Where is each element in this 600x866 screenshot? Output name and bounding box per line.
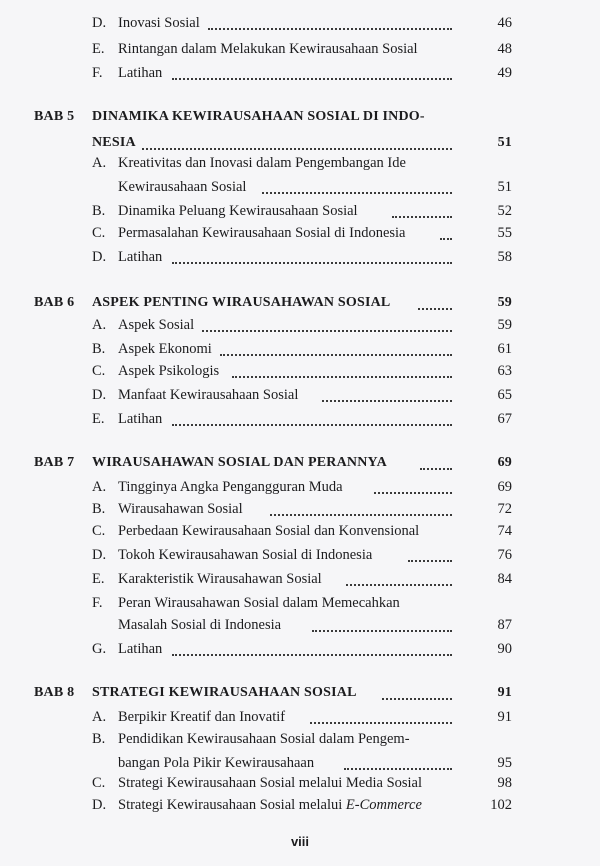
entry-title: bangan Pola Pikir Kewirausahaan <box>118 755 315 771</box>
dot-leader <box>220 352 452 356</box>
entry-page: 49 <box>497 65 512 81</box>
toc-entry <box>0 498 600 520</box>
dot-leader <box>392 214 452 218</box>
entry-page: 95 <box>497 755 512 771</box>
entry-label: A. <box>92 479 107 495</box>
toc-entry <box>0 728 600 750</box>
entry-page: 84 <box>497 571 512 587</box>
dot-leader <box>172 76 452 80</box>
dot-leader <box>408 558 452 562</box>
entry-title: Aspek Psikologis <box>118 363 220 379</box>
entry-label: A. <box>92 709 107 725</box>
entry-page: 55 <box>497 225 512 241</box>
entry-label: B. <box>92 501 106 517</box>
entry-title: Kreativitas dan Inovasi dalam Pengembangan Ide <box>118 155 406 171</box>
entry-page: 69 <box>497 479 512 495</box>
entry-page: 61 <box>497 341 512 357</box>
dot-leader <box>374 490 452 494</box>
entry-title: Kewirausahaan Sosial <box>118 179 247 195</box>
toc-entry <box>0 62 600 84</box>
chapter-title: NESIA <box>92 135 136 150</box>
entry-page: 69 <box>497 455 512 470</box>
dot-leader <box>262 190 452 194</box>
toc-entry-cont <box>0 614 600 636</box>
toc-entry-cont <box>0 752 600 774</box>
entry-title: Dinamika Peluang Kewirausahaan Sosial <box>118 203 358 219</box>
entry-title: Latihan <box>118 411 163 427</box>
entry-title: Latihan <box>118 641 163 657</box>
entry-title: Permasalahan Kewirausahaan Sosial di Indonesia <box>118 225 406 241</box>
dot-leader <box>312 628 452 632</box>
toc-entry <box>0 246 600 268</box>
entry-title: Tingginya Angka Pengangguran Muda <box>118 479 343 495</box>
entry-title: Aspek Ekonomi <box>118 341 212 357</box>
entry-label: C. <box>92 225 106 241</box>
dot-leader <box>382 696 452 700</box>
dot-leader <box>322 398 452 402</box>
dot-leader <box>232 374 452 378</box>
toc-entry <box>0 568 600 590</box>
dot-leader <box>420 466 452 470</box>
chapter-title: ASPEK PENTING WIRAUSAHAWAN SOSIAL <box>92 295 391 310</box>
entry-page: 74 <box>497 523 512 539</box>
entry-label: E. <box>92 411 105 427</box>
entry-label: A. <box>92 155 107 171</box>
dot-leader <box>172 260 452 264</box>
toc-entry <box>0 706 600 728</box>
toc-entry <box>0 200 600 222</box>
entry-title: Masalah Sosial di Indonesia <box>118 617 282 633</box>
toc-entry <box>0 338 600 360</box>
chapter-label: BAB 7 <box>34 455 75 470</box>
toc-entry <box>0 638 600 660</box>
entry-label: C. <box>92 523 106 539</box>
toc-entry <box>0 314 600 336</box>
chapter-title: DINAMIKA KEWIRAUSAHAAN SOSIAL DI INDO- <box>92 109 425 124</box>
chapter-label: BAB 6 <box>34 295 75 310</box>
entry-label: G. <box>92 641 107 657</box>
entry-title: Berpikir Kreatif dan Inovatif <box>118 709 286 725</box>
entry-page: 91 <box>497 685 512 700</box>
entry-label: B. <box>92 341 106 357</box>
toc-chapter <box>0 452 600 474</box>
entry-label: D. <box>92 15 107 31</box>
entry-title: Peran Wirausahawan Sosial dalam Memecahkan <box>118 595 400 611</box>
toc-entry <box>0 360 600 382</box>
entry-page: 72 <box>497 501 512 517</box>
entry-title: Strategi Kewirausahaan Sosial melalui Media Sosial <box>118 775 423 791</box>
chapter-label: BAB 8 <box>34 685 75 700</box>
entry-page: 63 <box>497 363 512 379</box>
entry-label: C. <box>92 363 106 379</box>
entry-title: Aspek Sosial <box>118 317 195 333</box>
entry-label: E. <box>92 571 105 587</box>
entry-page: 65 <box>497 387 512 403</box>
toc-entry <box>0 38 600 60</box>
page-number: viii <box>290 834 310 849</box>
entry-label: D. <box>92 797 107 813</box>
toc-chapter <box>0 106 600 128</box>
entry-title: Strategi Kewirausahaan Sosial melalui E-Commerce <box>118 797 422 813</box>
entry-page: 51 <box>497 179 512 195</box>
entry-label: C. <box>92 775 106 791</box>
chapter-label: BAB 5 <box>34 109 75 124</box>
entry-title: Inovasi Sosial <box>118 15 200 31</box>
dot-leader <box>440 236 452 240</box>
entry-page: 90 <box>497 641 512 657</box>
entry-title: Perbedaan Kewirausahaan Sosial dan Konvensional <box>118 523 420 539</box>
dot-leader <box>346 582 452 586</box>
dot-leader <box>202 328 452 332</box>
entry-title: Wirausahawan Sosial <box>118 501 243 517</box>
entry-page: 46 <box>497 15 512 31</box>
toc-entry <box>0 544 600 566</box>
dot-leader <box>270 512 452 516</box>
entry-label: B. <box>92 203 106 219</box>
entry-page: 59 <box>497 317 512 333</box>
entry-title: Manfaat Kewirausahaan Sosial <box>118 387 299 403</box>
dot-leader <box>172 652 452 656</box>
dot-leader <box>344 766 452 770</box>
entry-page: 98 <box>497 775 512 791</box>
entry-label: D. <box>92 249 107 265</box>
entry-title: Tokoh Kewirausahawan Sosial di Indonesia <box>118 547 373 563</box>
dot-leader <box>208 26 452 30</box>
entry-page: 87 <box>497 617 512 633</box>
toc-entry <box>0 222 600 244</box>
entry-label: D. <box>92 387 107 403</box>
dot-leader <box>142 146 452 150</box>
toc-entry <box>0 384 600 406</box>
toc-entry <box>0 794 600 816</box>
entry-page: 52 <box>497 203 512 219</box>
chapter-title: WIRAUSAHAWAN SOSIAL DAN PERANNYA <box>92 455 387 470</box>
toc-chapter <box>0 682 600 704</box>
entry-label: B. <box>92 731 106 747</box>
entry-page: 102 <box>490 797 512 813</box>
entry-label: D. <box>92 547 107 563</box>
toc-entry <box>0 592 600 614</box>
entry-page: 76 <box>497 547 512 563</box>
entry-title: Karakteristik Wirausahawan Sosial <box>118 571 322 587</box>
toc-chapter-cont <box>0 132 600 154</box>
entry-label: A. <box>92 317 107 333</box>
toc-chapter <box>0 292 600 314</box>
chapter-title: STRATEGI KEWIRAUSAHAAN SOSIAL <box>92 685 357 700</box>
entry-page: 48 <box>497 41 512 57</box>
toc-entry <box>0 520 600 542</box>
entry-title: Latihan <box>118 65 163 81</box>
toc-entry-cont <box>0 176 600 198</box>
entry-label: E. <box>92 41 105 57</box>
entry-title: Latihan <box>118 249 163 265</box>
entry-label: F. <box>92 595 103 611</box>
entry-page: 91 <box>497 709 512 725</box>
toc-entry <box>0 12 600 34</box>
entry-page: 59 <box>497 295 512 310</box>
toc-entry <box>0 152 600 174</box>
toc-entry <box>0 408 600 430</box>
entry-page: 51 <box>497 135 512 150</box>
dot-leader <box>418 306 452 310</box>
entry-title: Rintangan dalam Melakukan Kewirausahaan Sosial <box>118 41 418 57</box>
toc-entry <box>0 476 600 498</box>
entry-title: Pendidikan Kewirausahaan Sosial dalam Pengem- <box>118 731 410 747</box>
dot-leader <box>172 422 452 426</box>
entry-page: 58 <box>497 249 512 265</box>
toc-entry <box>0 772 600 794</box>
entry-page: 67 <box>497 411 512 427</box>
dot-leader <box>310 720 452 724</box>
entry-label: F. <box>92 65 103 81</box>
